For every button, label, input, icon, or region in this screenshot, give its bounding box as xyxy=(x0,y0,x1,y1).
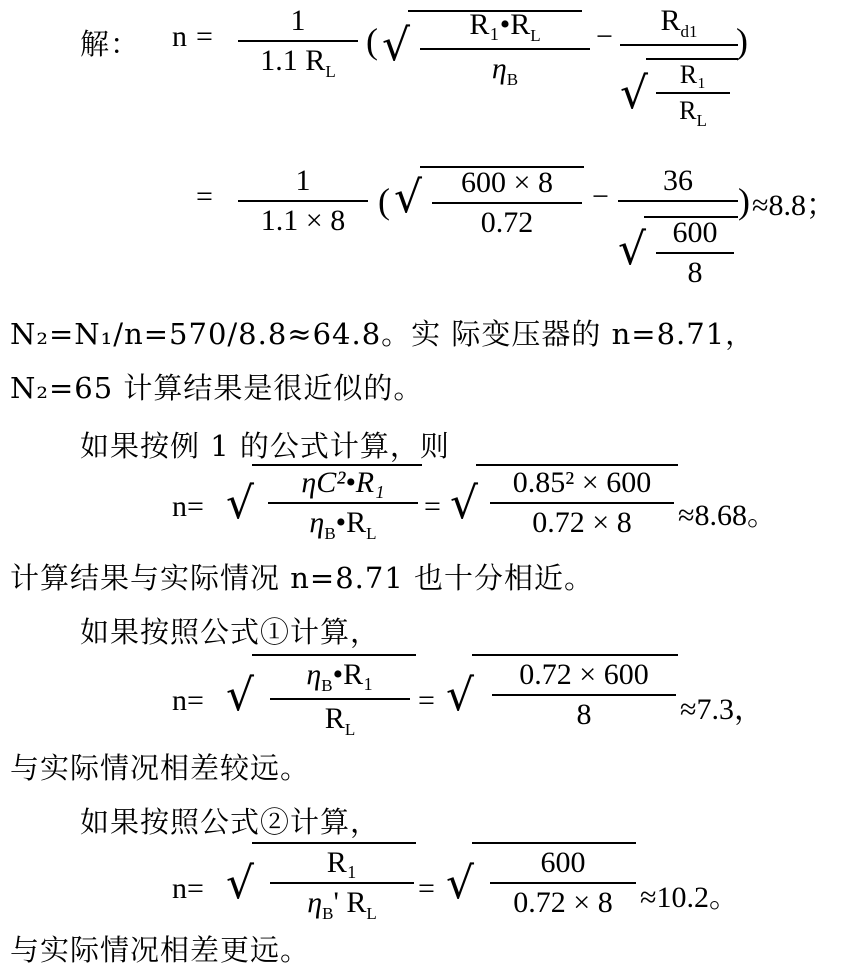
eq4-lhs: n= xyxy=(172,684,204,717)
eq1-rad2-den-text: R xyxy=(679,96,697,125)
eq4-rad1-denominator xyxy=(270,700,410,740)
eq4-rad1-num-sub: B xyxy=(321,676,333,695)
eq2-fraction xyxy=(238,164,368,238)
eq3-rad2-numerator: 0.85² × 600 xyxy=(490,466,674,504)
radical-bar xyxy=(472,654,678,656)
eq2-f2-numerator: 36 xyxy=(618,164,738,202)
eq1-open-paren: ( xyxy=(366,21,378,61)
eq3-result: ≈8.68。 xyxy=(678,499,777,532)
eq1-rad1-denominator xyxy=(420,50,590,90)
eq1-rad2-den-sub: L xyxy=(696,111,707,130)
eq2-open-paren: ( xyxy=(378,181,390,221)
eq1-radical-1-fraction xyxy=(420,8,590,90)
eq4-rad1-numerator xyxy=(270,658,410,700)
eq3-rad1-num-text: ηC²•R₁ xyxy=(301,466,385,499)
eq2-rad1-numerator: 600 × 8 xyxy=(432,166,582,204)
eq5-rad2-numerator: 600 xyxy=(490,846,636,884)
eq3-radical-2-fraction xyxy=(490,466,674,540)
sqrt-icon: √ xyxy=(226,858,255,909)
text-line-formula-1: 如果按照公式①计算， xyxy=(80,615,381,649)
sqrt-icon: √ xyxy=(394,172,423,223)
eq1-frac-den-text: 1.1 R xyxy=(260,44,326,77)
eq2-close-paren: ) xyxy=(738,181,750,221)
eq1-rad1-num-text: R₁•R xyxy=(469,8,531,41)
eq2-rad2-numerator: 600 xyxy=(656,216,734,254)
sqrt-icon: √ xyxy=(618,224,647,275)
eq4-rad2-denominator: 8 xyxy=(576,698,592,731)
eq1-frac-numerator: 1 xyxy=(238,4,358,42)
eq1-rad2-denominator xyxy=(656,94,730,131)
eq5-rad1-den-sub: B xyxy=(322,904,334,923)
eq1-rad1-den-text: η xyxy=(491,52,507,85)
sqrt-icon: √ xyxy=(226,670,255,721)
eq1-frac-denominator xyxy=(238,42,358,82)
eq5-rad1-den-tail-sub: L xyxy=(366,904,377,923)
eq3-rad2-denominator: 0.72 × 8 xyxy=(532,506,632,539)
text-line-farther: 与实际情况相差更远。 xyxy=(10,933,311,967)
eq1-rad1-den-sub: B xyxy=(506,70,519,89)
sqrt-icon: √ xyxy=(450,478,479,529)
eq2-frac-numerator: 1 xyxy=(238,164,368,202)
eq1-equals: = xyxy=(196,20,213,53)
text-line-turns: N₂=N₁/n=570/8.8≈64.8。实 际变压器的 n=8.71， xyxy=(10,317,756,351)
eq1-f2-num-sub: d1 xyxy=(680,22,698,41)
eq1-rad2-numerator: R₁ xyxy=(656,60,730,94)
eq1-frac-den-sub: L xyxy=(325,62,336,81)
eq4-radical-2-fraction xyxy=(492,658,676,732)
eq4-result: ≈7.3， xyxy=(680,693,764,726)
radical-bar xyxy=(472,842,636,844)
eq5-rad1-den-tail: ' R xyxy=(333,886,367,919)
eq4-rad1-den-text: R xyxy=(324,702,345,735)
solution-label: 解： xyxy=(80,27,141,61)
text-line-far: 与实际情况相差较远。 xyxy=(10,751,311,785)
eq2-rad2-denominator: 8 xyxy=(687,256,703,289)
radical-bar xyxy=(252,842,416,844)
eq5-rad1-numerator: R₁ xyxy=(270,846,414,884)
eq1-f2-num-text: R xyxy=(660,4,681,37)
eq2-radical-1-fraction xyxy=(432,166,582,240)
eq4-radical-1-fraction xyxy=(270,658,410,740)
eq2-rad1-denominator: 0.72 xyxy=(480,206,534,239)
eq1-fraction xyxy=(238,4,358,82)
text-line-close-match: 计算结果与实际情况 n=8.71 也十分相近。 xyxy=(10,561,594,595)
sqrt-icon: √ xyxy=(382,20,411,71)
eq2-frac-denominator: 1.1 × 8 xyxy=(260,204,346,237)
text-line-formula-2: 如果按照公式②计算， xyxy=(80,805,381,839)
eq5-rad1-den-text: η xyxy=(307,886,323,919)
eq1-f2-numerator xyxy=(620,4,738,46)
eq1-minus: − xyxy=(596,20,613,53)
eq2-minus: − xyxy=(592,180,609,213)
eq5-lhs: n= xyxy=(172,872,204,905)
eq3-rad1-denominator xyxy=(268,504,418,544)
eq5-result: ≈10.2。 xyxy=(640,881,739,914)
sqrt-icon: √ xyxy=(446,858,475,909)
eq2-result: ≈8.8； xyxy=(752,189,836,222)
eq4-rad1-den-sub: L xyxy=(344,720,356,739)
text-line-example: 如果按例 1 的公式计算，则 xyxy=(80,429,450,463)
text-line-conclusion: N₂=65 计算结果是很近似的。 xyxy=(10,371,424,405)
eq1-rad1-numerator xyxy=(420,8,590,50)
eq1-radical-2-fraction xyxy=(656,60,730,131)
sqrt-icon: √ xyxy=(620,68,649,119)
eq4-equals: = xyxy=(418,684,435,717)
eq1-close-paren: ) xyxy=(736,21,748,61)
eq1-rad1-num-sub: L xyxy=(530,26,541,45)
eq5-radical-2-fraction xyxy=(490,846,636,920)
sqrt-icon: √ xyxy=(226,478,255,529)
eq4-rad2-numerator: 0.72 × 600 xyxy=(492,658,676,696)
eq5-radical-1-fraction xyxy=(270,846,414,924)
eq2-radical-2-fraction xyxy=(656,216,734,290)
eq2-fraction-2 xyxy=(618,164,738,202)
eq1-lhs: n xyxy=(172,20,187,53)
eq3-equals: = xyxy=(424,490,441,523)
eq4-rad1-num-tail: •R₁ xyxy=(332,658,374,691)
eq3-lhs: n= xyxy=(172,490,204,523)
eq3-rad1-den-tail: •R xyxy=(335,506,367,539)
sqrt-icon: √ xyxy=(446,670,475,721)
eq4-rad1-num-text: η xyxy=(306,658,322,691)
eq2-equals: = xyxy=(196,180,213,213)
eq3-radical-1-fraction xyxy=(268,466,418,544)
eq1-fraction-2 xyxy=(620,4,738,46)
eq3-rad1-den-sub: B xyxy=(324,524,336,543)
eq5-rad2-denominator: 0.72 × 8 xyxy=(513,886,613,919)
eq3-rad1-numerator xyxy=(268,466,418,504)
eq5-rad1-denominator xyxy=(270,884,414,924)
eq5-equals: = xyxy=(418,872,435,905)
eq3-rad1-den-text: η xyxy=(309,506,325,539)
radical-bar xyxy=(252,654,416,656)
eq3-rad1-den-tail-sub: L xyxy=(366,524,377,543)
